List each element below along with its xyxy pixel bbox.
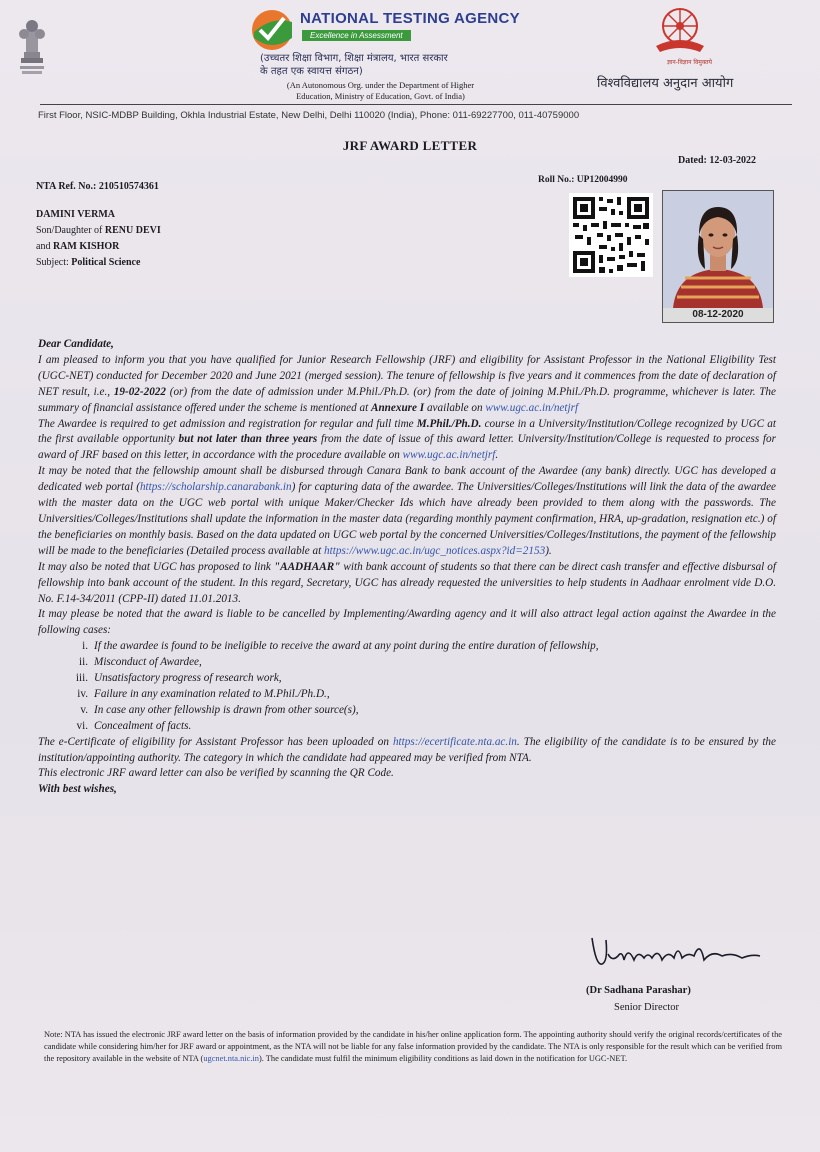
p3-text-a: It may be noted that the fellowship amount shall be disbursed through Canara Bank to bank account of the Awardee (any bank) directly. UGC has developed a dedicated web portal ( — [38, 465, 776, 494]
org-hindi-desc — [260, 52, 448, 78]
case-number: i. — [82, 640, 88, 653]
candidate-portrait-icon — [663, 191, 773, 308]
aadhaar-term: "AADHAAR" — [273, 560, 341, 573]
nta-logo-icon — [248, 8, 296, 52]
list-item — [38, 639, 776, 655]
cancellation-cases-list — [38, 639, 776, 734]
subject-label: Subject: — [36, 257, 69, 268]
letter-title: JRF AWARD LETTER — [342, 138, 478, 153]
paragraph-2 — [38, 417, 776, 465]
candidate-photo — [662, 190, 774, 323]
p2-text-c: from the date of issue of this award letter. University/Institution/College is requested to process for award of JRF based on this letter, in accordance with the procedure available on — [38, 433, 776, 462]
qr-code-icon[interactable] — [569, 193, 653, 277]
ugc-hindi-name: विश्वविद्यालय अनुदान आयोग — [597, 76, 734, 91]
hindi-line-1: (उच्चतर शिक्षा विभाग, शिक्षा मंत्रालय, भारत सरकार — [260, 53, 448, 64]
english-line-1: (An Autonomous Org. under the Department of Higher — [286, 80, 475, 90]
closing: With best wishes, — [38, 783, 117, 796]
note-text-b: ). The candidate must fulfil the minimum eligibility conditions as laid down in the notification for UGC-NET. — [258, 1054, 628, 1064]
list-item — [38, 655, 776, 671]
signatory-designation: Senior Director — [614, 1002, 680, 1013]
ugc-notices-link[interactable]: https://www.ugc.ac.in/ugc_notices.aspx?id=2153 — [324, 544, 546, 557]
p3-text-b: ) for capturing data of the awardee. The Universities/Colleges/Institutions will link the data of the awardee with the master data on the UGC web portal with unique Maker/Checker Ids which have already been provided to them along with the passwords. The Universities/Colleges/Institutions shall update the information in the master data (regarding monthly payment confirmation, HRA, up-gradation, resignation etc.) of the beneficiaries on monthly basis. Based on the data updated on UGC web portal by the concerned Universities/Colleges/Institutions, the payment of the fellowship will be made to the beneficiaries (Detailed process available at — [38, 481, 776, 557]
p2-text-d: . — [495, 449, 499, 462]
p1-text-a: I am pleased to inform you that you have qualified for Junior Research Fellowship (JRF) and eligibility for Assistant Professor in the National Eligibility Test (UGC-NET) conducted for December 2020 and June 2021 (merged session). The tenure of fellowship is five years and it commences from the date of declaration of NET result, i.e., — [38, 353, 776, 398]
case-number: iv. — [77, 687, 88, 700]
case-number: v. — [80, 703, 88, 716]
subject-value: Political Science — [71, 257, 141, 268]
note-text-a: Note: NTA has issued the electronic JRF award letter on the basis of information provided by the candidate in his/her online application form. The appointing authority should verify the original records/certificates of the candidate while considering him/her for JRF award or appointment, as the NTA will not be liable for any false information provided by the candidate. The NTA is only responsible for the result which can be verified from the repository available in the website of NTA ( — [44, 1030, 782, 1064]
p4-text-a: It may also be noted that UGC has proposed to link — [38, 560, 274, 573]
canara-scholarship-link[interactable]: https://scholarship.canarabank.in — [139, 481, 292, 494]
candidate-name: DAMINI VERMA — [36, 209, 115, 220]
reference-number: NTA Ref. No.: 210510574361 — [36, 181, 159, 192]
list-item — [38, 687, 776, 703]
ecertificate-link[interactable]: https://ecertificate.nta.ac.in — [392, 735, 517, 748]
photo-date: 08-12-2020 — [663, 308, 773, 322]
salutation: Dear Candidate, — [38, 338, 114, 350]
signatory-name: (Dr Sadhana Parashar) — [586, 985, 691, 996]
signature-icon — [582, 926, 772, 976]
paragraph-5: It may please be noted that the award is liable to be cancelled by Implementing/Awarding agency and it will also attract legal action against the Awardee in the following cases: — [38, 608, 776, 637]
case-number: ii. — [78, 656, 88, 669]
paragraph-4 — [38, 560, 776, 608]
p6-text-a: The e-Certificate of eligibility for Assistant Professor has been uploaded on — [38, 735, 393, 748]
p2-text-b: course in a University/Institution/College recognized by UGC at the first available opportunity — [38, 417, 776, 446]
header-divider — [40, 104, 792, 105]
case-text: Unsatisfactory progress of research work, — [94, 672, 282, 685]
p2-text-a: The Awardee is required to get admission and registration for regular and full time — [38, 417, 417, 430]
netjrf-link-2[interactable]: www.ugc.ac.in/netjrf — [402, 449, 496, 462]
father-name: RAM KISHOR — [52, 241, 120, 252]
and-label: and — [36, 241, 51, 252]
english-line-2: Education, Ministry of Education, Govt. of India) — [296, 91, 465, 101]
p3-text-c: ). — [545, 544, 552, 557]
list-item — [38, 719, 776, 735]
org-tagline: Excellence in Assessment — [302, 30, 411, 41]
ugc-motto: ज्ञान-विज्ञान विमुक्तये — [667, 59, 713, 66]
p1-text-c: available on — [424, 401, 486, 414]
footer-note — [44, 1029, 782, 1066]
letter-body — [38, 337, 776, 798]
net-result-date: 19-02-2022 — [113, 385, 166, 398]
roll-number: Roll No.: UP12004990 — [538, 175, 628, 185]
p4-text-b: with bank account of students so that there can be direct cash transfer and effective disbursal of fellowship into bank account of the student. In this regard, Secretary, UGC has already requested the universities to help students in Aadhaar enrolment vide D.O. No. F.14-34/2011 (CPP-II) dated 11.01.2013. — [38, 560, 776, 605]
course-name: M.Phil./Ph.D. — [416, 417, 482, 430]
case-number: iii. — [75, 672, 88, 685]
candidate-details — [36, 207, 161, 271]
case-text: In case any other fellowship is drawn from other source(s), — [94, 703, 359, 716]
case-text: If the awardee is found to be ineligible to receive the award at any point during the entire duration of fellowship, — [94, 640, 599, 653]
list-item — [38, 671, 776, 687]
paragraph-1 — [38, 353, 776, 417]
org-english-desc — [258, 80, 503, 102]
case-text: Concealment of facts. — [94, 719, 192, 732]
paragraph-3 — [38, 464, 776, 559]
annexure-ref: Annexure I — [370, 401, 425, 414]
list-item — [38, 703, 776, 719]
p6-text-b: . The eligibility of the candidate is to be ensured by the institution/appointing authority. The category in which the candidate had appeared may be verified from NTA. — [38, 735, 776, 764]
paragraph-6 — [38, 735, 776, 767]
national-emblem-icon — [12, 8, 52, 78]
paragraph-7: This electronic JRF award letter can also be verified by scanning the QR Code. — [38, 767, 394, 780]
netjrf-link[interactable]: www.ugc.ac.in/netjrf — [485, 401, 579, 414]
case-text: Misconduct of Awardee, — [94, 656, 202, 669]
letter-date: Dated: 12-03-2022 — [678, 155, 757, 166]
case-number: vi. — [76, 719, 88, 732]
p1-text-b: (or) from the date of admission under M.Phil./Ph.D. (or) from the date of joining M.Phil./Ph.D. programme, whichever is later. The summary of financial assistance offered under the scheme is mentioned at — [38, 385, 776, 414]
hindi-line-2: के तहत एक स्वायत्त संगठन) — [260, 66, 363, 77]
org-name: NATIONAL TESTING AGENCY — [300, 10, 520, 27]
time-limit: but not later than three years — [178, 433, 318, 446]
ugc-logo-icon — [648, 4, 712, 62]
mother-name: RENU DEVI — [104, 225, 161, 236]
ugcnet-link[interactable]: ugcnet.nta.nic.in — [203, 1054, 259, 1064]
org-address: First Floor, NSIC-MDBP Building, Okhla Industrial Estate, New Delhi, Delhi 110020 (India), Phone: 011-69227700, 011-40759000 — [38, 110, 580, 121]
case-text: Failure in any examination related to M.Phil./Ph.D., — [94, 687, 330, 700]
parent-label: Son/Daughter of — [36, 225, 103, 236]
